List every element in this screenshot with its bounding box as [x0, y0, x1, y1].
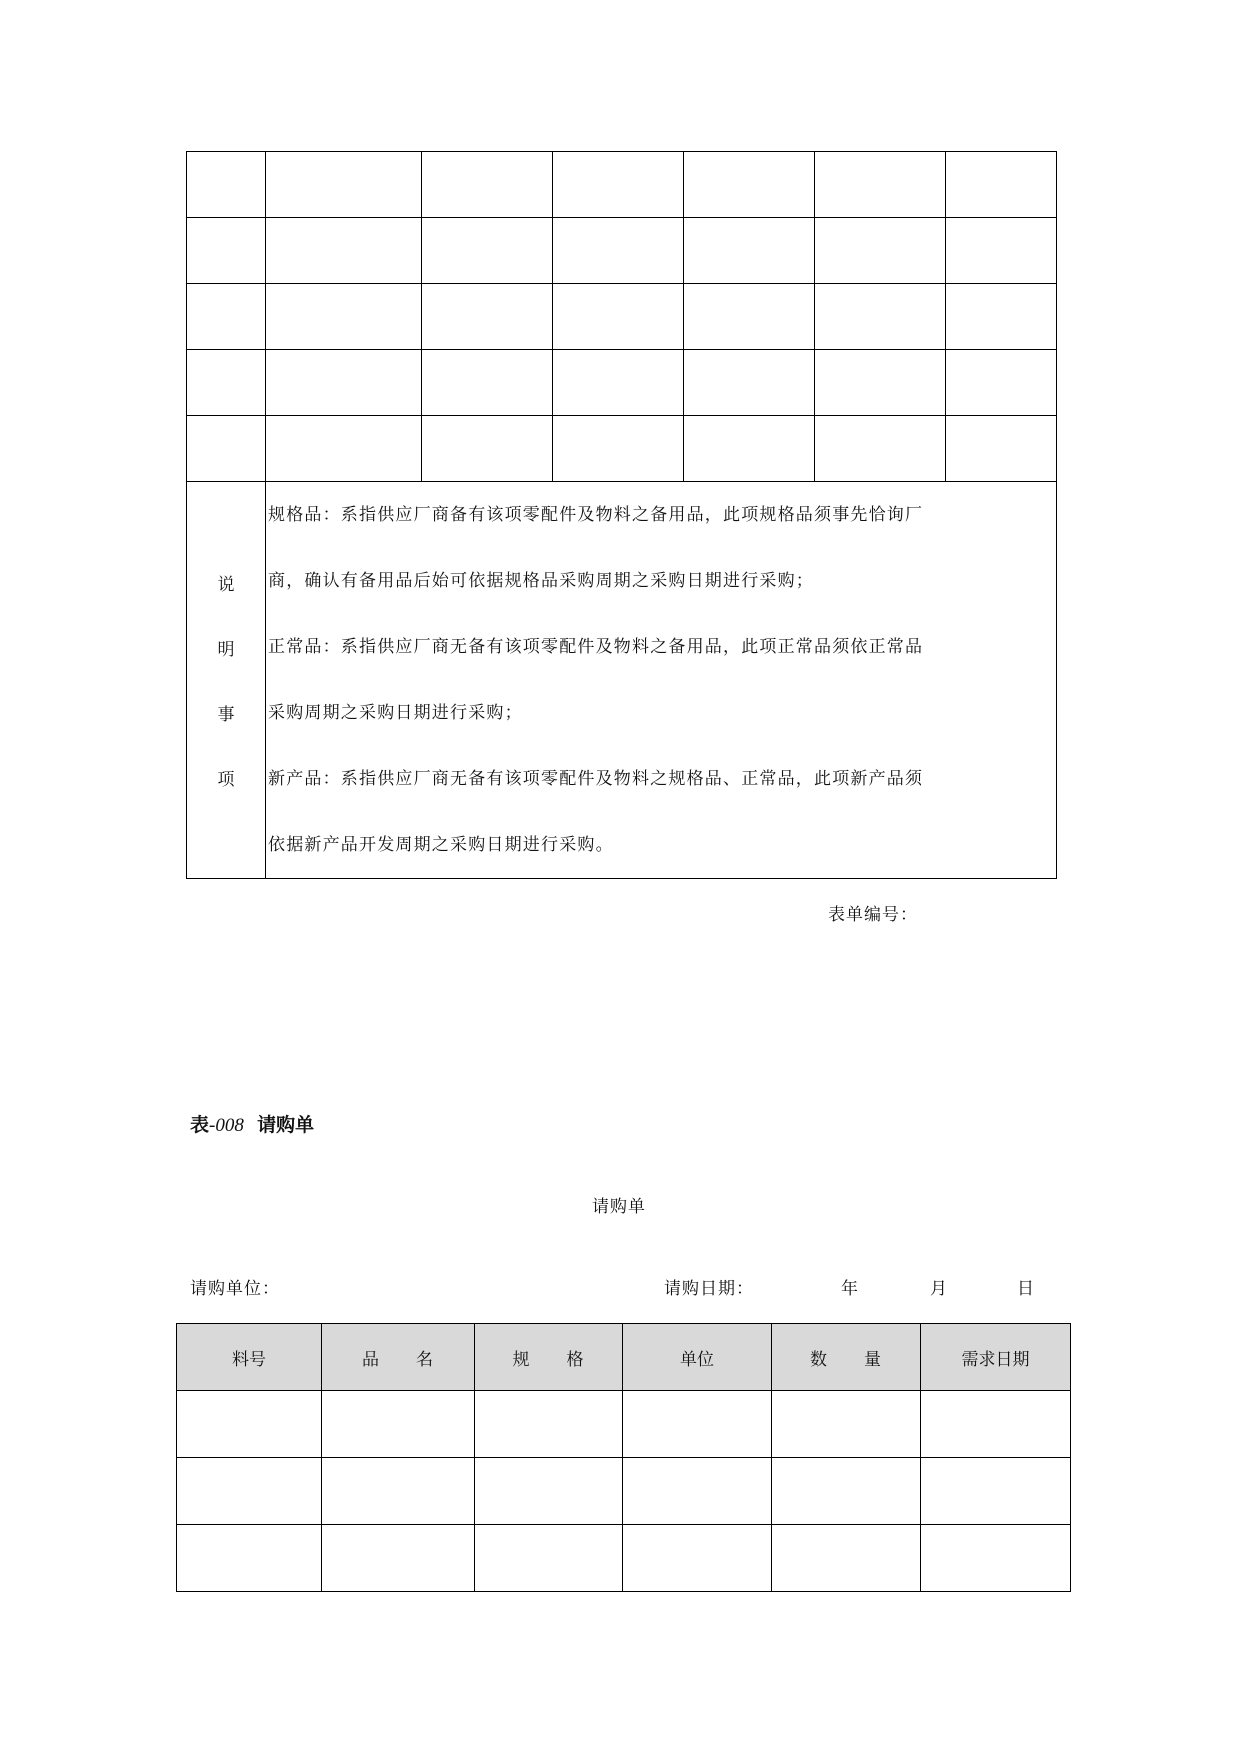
header-specification: 规 格	[475, 1324, 623, 1391]
notes-label-char: 事	[217, 705, 235, 725]
table-cell[interactable]	[921, 1525, 1071, 1592]
table-cell[interactable]	[772, 1391, 921, 1458]
date-year-label: 年	[841, 1279, 858, 1299]
table-cell[interactable]	[422, 218, 553, 284]
table-cell[interactable]	[422, 350, 553, 416]
table-cell[interactable]	[946, 284, 1057, 350]
table-cell[interactable]	[815, 416, 946, 482]
table-cell[interactable]	[684, 152, 815, 218]
table-cell[interactable]	[422, 284, 553, 350]
table-cell[interactable]	[815, 218, 946, 284]
purchase-table-header	[177, 1324, 1071, 1391]
table-cell[interactable]	[946, 416, 1057, 482]
table-cell[interactable]	[177, 1525, 322, 1592]
table-cell[interactable]	[422, 152, 553, 218]
table-row	[187, 152, 1057, 218]
table-cell[interactable]	[187, 218, 266, 284]
header-unit: 单位	[623, 1324, 772, 1391]
section-title-prefix: 表	[190, 1114, 210, 1136]
table-row	[187, 416, 1057, 482]
table-row	[187, 218, 1057, 284]
date-day-label: 日	[1017, 1279, 1034, 1299]
requesting-dept-label: 请购单位：	[190, 1279, 280, 1299]
table-cell[interactable]	[322, 1458, 475, 1525]
table-cell[interactable]	[684, 350, 815, 416]
header-quantity: 数 量	[772, 1324, 921, 1391]
table-cell[interactable]	[266, 416, 422, 482]
table-cell[interactable]	[266, 284, 422, 350]
table-cell[interactable]	[187, 350, 266, 416]
table-cell[interactable]	[553, 152, 684, 218]
section-title	[190, 1110, 314, 1137]
table-cell[interactable]	[623, 1391, 772, 1458]
table-cell[interactable]	[815, 350, 946, 416]
table-cell[interactable]	[946, 152, 1057, 218]
table-cell[interactable]	[475, 1391, 623, 1458]
header-item-name: 品 名	[322, 1324, 475, 1391]
table-cell[interactable]	[553, 350, 684, 416]
notes-line: 依据新产品开发周期之采购日期进行采购。	[268, 835, 614, 855]
notes-label-char: 项	[217, 770, 235, 790]
notes-line: 商，确认有备用品后始可依据规格品采购周期之采购日期进行采购；	[268, 571, 814, 591]
table-cell[interactable]	[422, 416, 553, 482]
notes-line: 正常品：系指供应厂商无备有该项零配件及物料之备用品，此项正常品须依正常品	[268, 637, 924, 657]
table-cell[interactable]	[623, 1525, 772, 1592]
notes-label-char: 说	[217, 575, 235, 595]
table-cell[interactable]	[684, 416, 815, 482]
table-cell[interactable]	[772, 1525, 921, 1592]
notes-label	[187, 482, 265, 878]
table-cell[interactable]	[946, 218, 1057, 284]
table-cell[interactable]	[946, 350, 1057, 416]
section-title-text: 请购单	[257, 1114, 315, 1136]
table-cell[interactable]	[187, 416, 266, 482]
table-cell[interactable]	[921, 1391, 1071, 1458]
table-row	[187, 350, 1057, 416]
purchase-form-title: 请购单	[592, 1197, 646, 1217]
table-cell[interactable]	[322, 1525, 475, 1592]
table-cell[interactable]	[266, 350, 422, 416]
materials-table	[186, 151, 1057, 879]
table-row	[177, 1391, 1071, 1458]
table-row	[177, 1458, 1071, 1525]
notes-label-cell	[187, 482, 266, 879]
table-row	[187, 284, 1057, 350]
date-month-label: 月	[930, 1279, 947, 1299]
table-cell[interactable]	[815, 284, 946, 350]
table-cell[interactable]	[177, 1458, 322, 1525]
table-cell[interactable]	[684, 284, 815, 350]
table-cell[interactable]	[684, 218, 815, 284]
purchase-table-body	[177, 1391, 1071, 1592]
table-cell[interactable]	[623, 1458, 772, 1525]
header-required-date: 需求日期	[921, 1324, 1071, 1391]
table-cell[interactable]	[553, 284, 684, 350]
notes-row	[187, 482, 1057, 879]
notes-content-cell	[266, 482, 1057, 879]
section-title-code: -008	[209, 1115, 244, 1136]
notes-line: 新产品：系指供应厂商无备有该项零配件及物料之规格品、正常品，此项新产品须	[268, 769, 924, 789]
table-cell[interactable]	[187, 152, 266, 218]
header-row	[177, 1324, 1071, 1391]
table-cell[interactable]	[815, 152, 946, 218]
table-cell[interactable]	[322, 1391, 475, 1458]
table-row	[177, 1525, 1071, 1592]
table-cell[interactable]	[772, 1458, 921, 1525]
purchase-request-table	[176, 1323, 1071, 1592]
table-cell[interactable]	[187, 284, 266, 350]
table-cell[interactable]	[553, 218, 684, 284]
table-cell[interactable]	[553, 416, 684, 482]
table-cell[interactable]	[475, 1525, 623, 1592]
notes-line: 采购周期之采购日期进行采购；	[268, 703, 523, 723]
table-cell[interactable]	[266, 152, 422, 218]
table-cell[interactable]	[475, 1458, 623, 1525]
table-cell[interactable]	[921, 1458, 1071, 1525]
form-number-label: 表单编号：	[828, 905, 918, 925]
table-cell[interactable]	[177, 1391, 322, 1458]
table-cell[interactable]	[266, 218, 422, 284]
materials-table-body	[187, 152, 1057, 879]
request-date-label: 请购日期：	[664, 1279, 754, 1299]
notes-body	[266, 482, 1056, 878]
notes-label-char: 明	[217, 640, 235, 660]
notes-line: 规格品：系指供应厂商备有该项零配件及物料之备用品，此项规格品须事先恰询厂	[268, 505, 924, 525]
header-part-number: 料号	[177, 1324, 322, 1391]
